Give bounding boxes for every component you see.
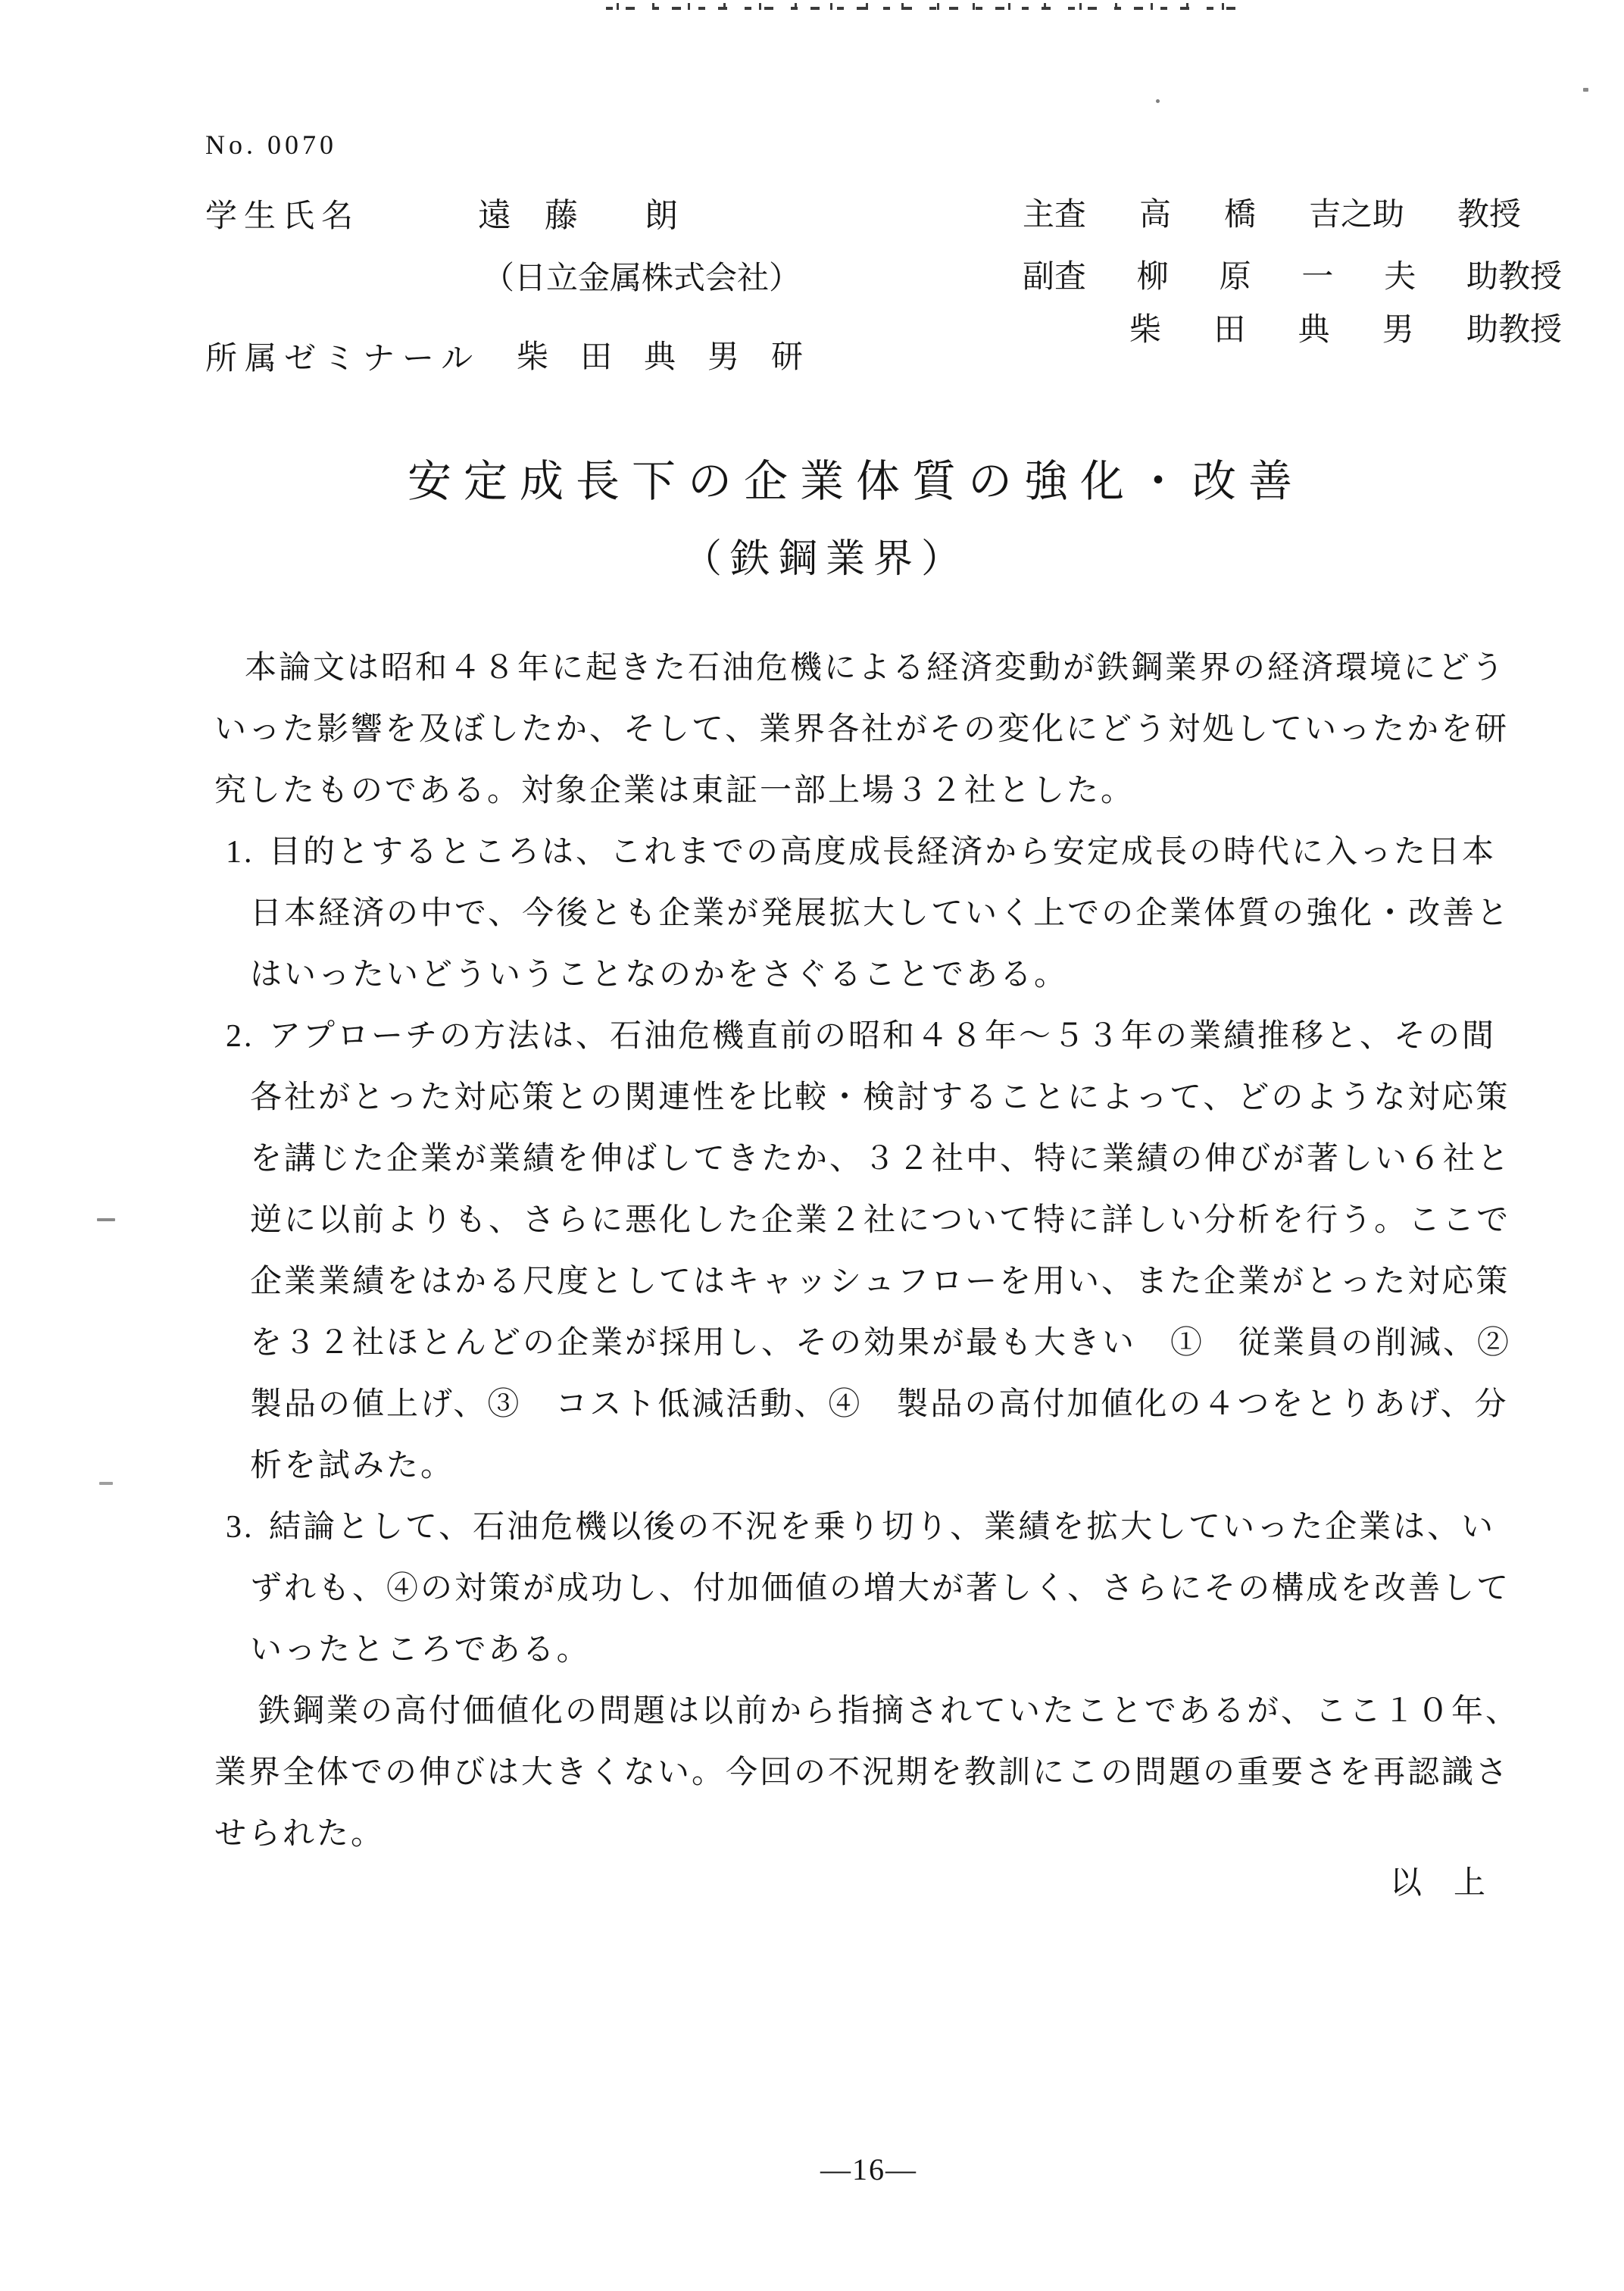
page-number: ―16― — [820, 2152, 917, 2186]
chief-examiner-row — [1023, 189, 1521, 235]
deputy-examiner-row — [1023, 252, 1562, 297]
body-line — [214, 1497, 1532, 1558]
thesis-subtitle: （鉄鋼業界） — [682, 538, 969, 581]
body-line-text: 企業業績をはかる尺度としてはキャッシュフローを用い、また企業がとった対応策 — [250, 1264, 1510, 1299]
deputy-examiner-name-part: 原 — [1219, 260, 1251, 295]
item-number: 1. — [226, 835, 255, 870]
body-line — [214, 1436, 1532, 1497]
body-line — [214, 1006, 1532, 1067]
body-line-text: 鉄鋼業の高付価値化の問題は以前から指摘されていたことであるが、ここ１０年、 — [258, 1694, 1520, 1729]
body-line — [214, 761, 1532, 822]
seminar-name: 柴 田 典 男 研 — [517, 340, 804, 375]
abstract-body — [214, 638, 1532, 1865]
body-line — [214, 1742, 1532, 1804]
second-deputy-examiner-name-part: 田 — [1213, 313, 1246, 348]
body-line — [214, 822, 1532, 883]
body-line-text: 各社がとった対応策との関連性を比較・検討することによって、どのような対応策 — [250, 1080, 1510, 1115]
body-line — [214, 699, 1532, 761]
body-line-text: 析を試みた。 — [250, 1449, 455, 1483]
chief-examiner-title: 教授 — [1457, 198, 1521, 233]
deputy-examiner-name-part: 一 — [1301, 260, 1334, 295]
second-deputy-examiner-title: 助教授 — [1466, 313, 1562, 348]
body-line-text: 究したものである。対象企業は東証一部上場３２社とした。 — [214, 774, 1135, 808]
body-line-text: はいったいどういうことなのかをさぐることである。 — [250, 958, 1069, 992]
cut-off-text-fragments — [606, 3, 1250, 10]
body-line-text: を講じた企業が業績を伸ばしてきたか、３２社中、特に業績の伸びが著しい６社と — [250, 1142, 1512, 1177]
body-line-text: 目的とするところは、これまでの高度成長経済から安定成長の時代に入った日本 — [269, 835, 1497, 870]
body-line — [214, 1374, 1532, 1436]
body-line — [214, 1681, 1532, 1742]
body-line — [214, 1313, 1532, 1374]
body-line — [214, 1804, 1532, 1865]
second-deputy-examiner-name-part: 柴 — [1129, 313, 1162, 348]
chief-examiner-name-part: 橋 — [1223, 198, 1256, 233]
body-line-text: ずれも、④の対策が成功し、付加価値の増大が著しく、さらにその構成を改善して — [250, 1571, 1511, 1606]
body-line-text: 逆に以前よりも、さらに悪化した企業２社について特に詳しい分析を行う。ここで — [250, 1203, 1511, 1238]
body-line — [214, 1190, 1532, 1252]
body-line-text: アプローチの方法は、石油危機直前の昭和４８年～５３年の業績推移と、その間 — [269, 1019, 1497, 1054]
body-line-text: いった影響を及ぼしたか、そして、業界各社がその変化にどう対処していったかを研 — [214, 712, 1510, 747]
student-affiliation: （日立金属株式会社） — [483, 261, 801, 296]
body-line-text: せられた。 — [214, 1817, 386, 1852]
chief-examiner-name-part: 吉之助 — [1308, 198, 1404, 233]
second-deputy-examiner-name-part: 男 — [1382, 313, 1414, 348]
scan-speck — [99, 1482, 113, 1485]
chief-examiner-role: 主査 — [1023, 198, 1087, 233]
item-number: 2. — [226, 1019, 255, 1054]
body-line-text: を３２社ほとんどの企業が採用し、その効果が最も大きい ① 従業員の削減、② — [250, 1326, 1512, 1361]
body-line — [214, 1067, 1532, 1129]
second-deputy-examiner-name-part: 典 — [1298, 313, 1330, 348]
body-line-text: 製品の値上げ、③ コスト低減活動、④ 製品の高付加値化の４つをとりあげ、分 — [250, 1387, 1509, 1422]
student-name: 遠 藤 朗 — [478, 197, 678, 234]
document-number: No. 0070 — [205, 130, 337, 160]
body-line — [214, 883, 1532, 945]
body-line-text: いったところである。 — [250, 1633, 591, 1667]
body-line — [214, 1558, 1532, 1620]
body-line — [214, 945, 1532, 1006]
body-line — [214, 638, 1532, 699]
scan-speck — [1583, 88, 1588, 92]
deputy-examiner-name-part: 夫 — [1384, 260, 1416, 295]
scan-speck — [1156, 99, 1160, 103]
body-line-text: 結論として、石油危機以後の不況を乗り切り、業績を拡大していった企業は、い — [269, 1510, 1496, 1545]
item-number: 3. — [226, 1510, 255, 1545]
second-deputy-examiner-row — [1129, 305, 1562, 350]
body-line — [214, 1252, 1532, 1313]
chief-examiner-name-part: 高 — [1138, 198, 1171, 233]
seminar-label: 所属ゼミナール — [205, 342, 481, 377]
closing-end-mark: 以 上 — [1390, 1866, 1486, 1901]
body-line-text: 業界全体での伸びは大きくない。今回の不況期を教訓にこの問題の重要さを再認識さ — [214, 1755, 1510, 1790]
deputy-examiner-name-part: 柳 — [1136, 260, 1169, 295]
body-line — [214, 1129, 1532, 1190]
body-line — [214, 1620, 1532, 1681]
deputy-examiner-title: 助教授 — [1466, 260, 1562, 295]
body-line-text: 日本経済の中で、今後とも企業が発展拡大していく上での企業体質の強化・改善と — [250, 896, 1511, 931]
deputy-examiner-role: 副査 — [1023, 260, 1087, 295]
scan-speck — [97, 1218, 115, 1221]
student-name-label: 学生氏名 — [205, 199, 361, 234]
thesis-title: 安定成長下の企業体質の強化・改善 — [407, 457, 1304, 506]
body-line-text: 本論文は昭和４８年に起きた石油危機による経済変動が鉄鋼業界の経済環境にどう — [245, 651, 1507, 686]
